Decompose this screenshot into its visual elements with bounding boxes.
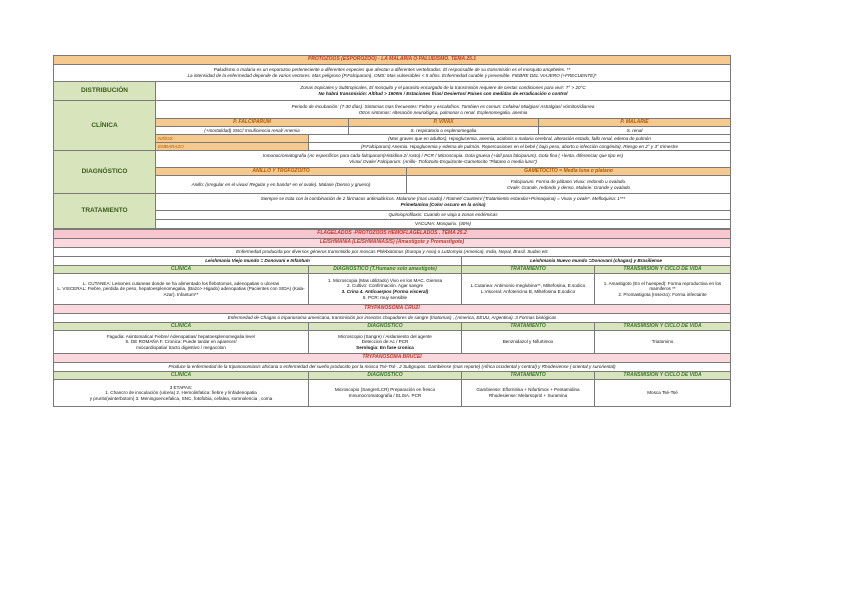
embarazo-label: EMBARAZO <box>156 143 309 151</box>
cruzi-head-clinica: CLÍNICA <box>54 323 309 331</box>
diag-line2: Vivax/ Ovale/ Falciparum: (Anillo- Trofozoito-Esquizonte-Gametocito "Platano o media luna") <box>349 159 537 164</box>
quimioprofilaxis-text: Quimioprofilaxis: Cuando se viaja a zonas endémicas <box>156 211 731 220</box>
brucei-head-clinica: CLÍNICA <box>54 372 309 380</box>
diagnostico-label: DIAGNÓSTICO <box>54 151 156 194</box>
cruzi-head-tratamiento: TRATAMIENTO <box>462 323 595 331</box>
cruzi-diag-1: Microscopio (Sangre) / Aislamiento del agente <box>338 333 432 339</box>
brucei-diag-1: Microscopio (Sangre/LCR) Preparación en fresco <box>334 387 436 393</box>
ninos-text: (Mas graves que en adultos). Hipoglucemia, anemia, acidosis o malaria cerebral, alteración estado, fallo renal, edema de pulmón <box>309 135 731 143</box>
brucei-head-transmision: TRANSMISIÓN Y CICLO DE VIDA <box>595 372 731 380</box>
gametocito-header: GAMETOCITO = Media luna o platano <box>407 168 731 176</box>
brucei-clinica-3: y prurito(winterbotom) 3. Meningoencefalica, SNC, fotofobia, cefalea, somnolencia , coma <box>89 395 273 401</box>
leish-diag-3: 3. Crina 4. Anticuerpos (Forma visceral) <box>341 289 429 294</box>
vivax-header: P. VIVAX <box>349 119 539 127</box>
distribucion-line2: No habrá transmisión: Altitud > 1500m / Estaciones frias/ Desiertos/ Paises con medidas de erradicación o control <box>318 91 568 96</box>
flagelados-title: FLAGELADOS -PROTOZOOS HEMOFLAGELADOS . TEMA 25.2 <box>54 230 731 239</box>
leish-head-tratamiento: TRATAMIENTO <box>462 266 595 274</box>
brucei-head-diagnostico: DIAGNÓSTICO <box>309 372 462 380</box>
leish-head-transmision: TRANSMISIÓN Y CICLO DE VIDA <box>595 266 731 274</box>
brucei-trat-cell <box>462 380 595 407</box>
falciparum-text: (+mortalidad) SNC/ Insuficiencia renal/ Anemia <box>156 127 349 135</box>
vacuna-text: VACUNA: Mosquirix. (40%) <box>156 220 731 229</box>
leish-trat-1: L.Cutanea: Antimonio meglubina**, Miltefosina, E.sodico <box>470 283 586 289</box>
gametocito-line1: Falciparum. Forma de plátano Vivax: redondo u ovalado. <box>510 178 627 184</box>
leish-trans-2: 2. Promastigota (Insecto): Forma infectante <box>618 291 707 297</box>
diag-line1: Inmunocromatografia (Ac específicos para cada falciparum(Histidina-2/ rosto) / PCR / Microscopia. Gota gruesa (+útil para falciparum). Gota fina ( +lenta. diferenciar que tipo es) <box>262 153 624 159</box>
brucei-diag-cell <box>309 380 462 407</box>
leish-trans-cell <box>595 274 731 305</box>
brucei-diag-2: Inmunocromatografia / ELISA. PCR <box>348 393 422 398</box>
distribucion-text <box>156 82 731 101</box>
distribucion-line1: Zonas tropicales y Subtropicales, El mosquito y el parasito encargado de la transmisión requiere de ciertas condiciones para vivir: T° > 20°C <box>300 85 586 91</box>
brucei-title: TRYPANOSOMA BRUCEI <box>54 354 731 363</box>
leish-head-diagnostico: DIAGNÓSTICO (T.Humano solo amastigote) <box>309 266 462 274</box>
falciparum-header: P. FALCIPARUM <box>156 119 349 127</box>
leish-trans-1: 1. Amastigoto (En el huesped): Forma reproductiva en los mamiferos ** <box>603 280 722 292</box>
malaria-intro <box>54 65 731 82</box>
cruzi-head-diagnostico: DIAGNÓSTICO <box>309 323 462 331</box>
brucei-intro: Produce la enfermedad de la tripanosomiasis africana o enfermedad del sueño producido por la mosca Tsé-Tsé . 2 Subgrupos. Gambiense (mas reporte) (Africa occidental y central) y Rhodesiense ( oriental y suroriental) <box>54 363 731 372</box>
malarie-text: S. renal <box>539 127 731 135</box>
malaria-table <box>53 55 731 229</box>
anillo-header: ANILLO Y TROFOZOITO <box>156 168 407 176</box>
flagelados-table <box>53 229 731 407</box>
leish-clinica-cell <box>54 274 309 305</box>
cruzi-clinica-1: Fagudia: Asintomatica/ Fiebre/ Adenopatias/ hepatoesplenomegalia leve/ <box>106 333 256 339</box>
tratamiento-text <box>156 194 731 211</box>
leish-diag-2: 2. Cultivo: Confirmación. Agar sangre <box>346 283 424 289</box>
malarie-header: P. MALARIE <box>539 119 731 127</box>
cruzi-diag-2: Deteccion de Ac / PCR <box>361 339 409 345</box>
leishmania-viejo-mundo: Leishmania Viejo mundo = Donovani e Infantum <box>54 257 462 266</box>
brucei-trat-1: Gambiense: Eflornitina + Nifurtimox + Pentamidina <box>476 387 580 393</box>
malaria-intro-line1: Paludismo o malaria es un esporozoo perteneciente a diferentes especies que afectan a diferentes vertebrados. El responsable de su transmisión es el mosquito anopheles. ** <box>213 67 571 73</box>
leishmania-title: LEISHMANIA (LEISHMANIASIS) (Amastigote y Promastigote) <box>54 239 731 248</box>
brucei-clinica-2: 1. Chancro de inoculación (ulcera) 2. Hemolinfatica: fiebre y linfadenopatia <box>105 390 257 396</box>
clinica-line2: Otros sintomas: Alteración neurológica, pulmonar o renal. Esplenomegalia, anemia <box>358 109 528 115</box>
brucei-clinica-cell <box>54 380 309 407</box>
cruzi-diag-cell <box>309 331 462 354</box>
gametocito-text <box>407 176 731 194</box>
cruzi-diag-3: Serologia: En fase cronica <box>356 344 414 350</box>
malaria-title: PROTOZOOS (ESPOROZOO) - LA MALARIA O PALUDISMO. TEMA 25.1 <box>54 56 731 65</box>
trat-line1: Siempre se trata con la combinación de 2 fármacos antimaláricos. Malarone (mas usado) / Riamet/ Coartem/ (Tratamiento estandar+Primaquina) = Vivax y ovale*. Mefloquina: 1*** <box>260 196 626 202</box>
distribucion-label: DISTRIBUCIÓN <box>54 82 156 101</box>
spreadsheet-page <box>53 55 730 407</box>
leish-head-clinica: CLÍNICA <box>54 266 309 274</box>
tratamiento-label: TRATAMIENTO <box>54 194 156 229</box>
leishmania-nuevo-mundo: Leishmania Nuevo mundo =Donovani (chagas) y Brasiliense <box>462 257 731 266</box>
leish-trat-cell <box>462 274 595 305</box>
brucei-head-tratamiento: TRATAMIENTO <box>462 372 595 380</box>
cruzi-clinica-3: miocardiopatia/ tracto digestivo / megacolon <box>136 344 226 350</box>
cruzi-clinica-2: S. DE ROMAÑA F. Cronica: Puede tardar en aparecer/ <box>125 339 237 345</box>
cruzi-clinica-cell <box>54 331 309 354</box>
gametocito-line2: Ovale: Grande, redondo y denso. Malarie: Grande y ovalado <box>506 184 631 190</box>
trat-line2: Primetamina (Color oscuro en la orina) <box>400 202 486 207</box>
vivax-text: S. respiratorio o esplenomegalia <box>349 127 539 135</box>
leish-clinica-2: L. VISCERAL: Fiebre, perdida de peso, hepatoesplenomegalia, (Bazo> Higado) adenopatias (Pacientes con SIDA) (Kala-Azar). Infantum** <box>57 286 305 297</box>
cruzi-trans: Triatomino <box>595 331 731 354</box>
diagnostico-text <box>156 151 731 168</box>
leishmania-intro: Enfermedad producida por diversos géneros transmitido por moscas Phlebotomus (Europa y Asia) o Lutzomyia (America). India, Nepal, Brasil, Sudan etc <box>54 248 731 257</box>
clinica-line1: Periodo de Incubación: (7-30 días). Sintomas mas frecuentes: Fiebre y escalofrios. Tambien es comun: Cefalea/ Mialgias/ Astralgias/ vómitos/diarrea <box>291 103 595 109</box>
cruzi-intro: Enfermedad de Chagas o tripanosoma americana, transmisión por insectos chupadores de sangre (triatomas) , (America, EEUU, Argentina). 3 Formas biológicas <box>54 314 731 323</box>
leish-trat-2: L.Visceral: Anfotericina B, Miltefosina E.sodico <box>480 289 576 294</box>
leish-diag-1: 1. Microscopia (Mas utilizado) Vivo en los MAC. Giemsa <box>327 277 443 283</box>
clinica-text <box>156 101 731 119</box>
brucei-clinica-1: 3 ETAPAS: <box>169 384 193 390</box>
embarazo-text: (P.Falciparum) Anemia. Hipoglucemia y edema de pulmón. Repercusiones en el bebé ( bajo peso, aborto o infección congénita). Riesgo en 2° y 3° trimestre <box>309 143 731 151</box>
clinica-label: CLÍNICA <box>54 101 156 151</box>
cruzi-head-transmision: TRANSMISIÓN Y CICLO DE VIDA <box>595 323 731 331</box>
leish-diag-4: 5. PCR: muy sensible <box>362 294 408 300</box>
leish-diag-cell <box>309 274 462 305</box>
leish-clinica-1: L. CUTANEA: Lesiones cutaneas donde se ha alimentado los flebotomos, adenopatias o ulceras <box>82 280 280 286</box>
anillo-text: Anillo: (irregular en el vivax/ Regular y en banda* en el ovale). Malarie (Denso y grueso) <box>156 176 407 194</box>
cruzi-title: TRYPANOSOMA CRUZI <box>54 305 731 314</box>
ninos-label: NIÑOS <box>156 135 309 143</box>
cruzi-trat: Benznidazol y Nifurtimox <box>462 331 595 354</box>
brucei-trat-2: Rhodesiense: Melarsoprol + Suramina <box>488 393 568 398</box>
brucei-trans: Mosca Tsé-Tsé <box>595 380 731 407</box>
malaria-intro-line2: La intensidad de la enfermedad depende de varios vectores. Mas peligroso (P.Falciparum). OMS: Mas vulnerables < 5 años. Enfermedad curable y prevenible. FIEBRE DEL VIAJERO (+FRECUENTE)* <box>187 73 597 78</box>
